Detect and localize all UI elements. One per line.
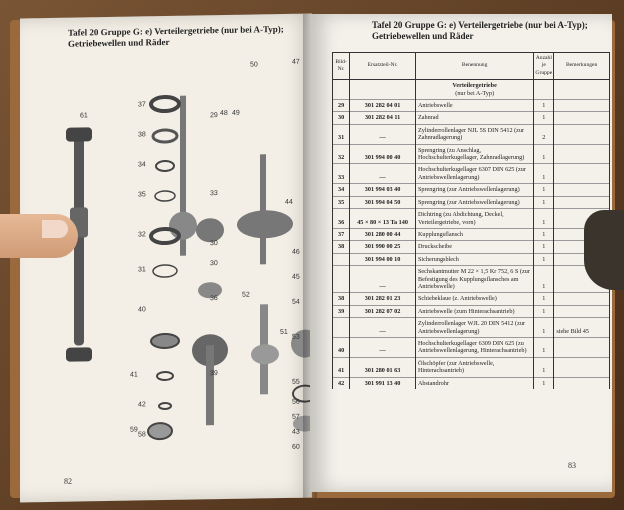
left-heading-line1: Tafel 20 Gruppe G: e) Verteilergetriebe (nur bei A-Typ); (68, 23, 284, 38)
callout-label: 49 (232, 109, 240, 117)
section-title-row (333, 80, 610, 100)
row-bild-nr: 34 (333, 184, 350, 196)
row-anzahl: 1 (534, 377, 554, 389)
row-anzahl: 1 (534, 209, 554, 229)
row-bemerkung (554, 144, 610, 164)
row-bemerkung (554, 196, 610, 208)
table-row (333, 100, 610, 112)
callout-label: 52 (242, 291, 250, 299)
callout-label: 40 (138, 306, 146, 314)
row-bild-nr: 30 (333, 112, 350, 124)
table-row (333, 318, 610, 338)
row-ersatzteil: 301 282 04 01 (350, 100, 416, 112)
row-bemerkung: siehe Bild 45 (554, 318, 610, 338)
table-row (333, 209, 610, 229)
row-bild-nr: 38 (333, 293, 350, 305)
callout-label: 53 (292, 333, 300, 341)
callout-label: 55 (292, 378, 300, 386)
left-page-number: 82 (64, 476, 72, 486)
section-title: Verteilergetriebe (452, 82, 497, 90)
row-benennung: Druckscheibe (415, 241, 533, 253)
row-bemerkung (554, 112, 610, 124)
row-benennung: Schiebeklaue (z. Antriebswelle) (415, 293, 533, 305)
row-bild-nr: 37 (333, 228, 350, 240)
table-row (333, 164, 610, 184)
callout-label: 50 (250, 61, 258, 69)
callout-label: 61 (80, 112, 88, 120)
table-row (333, 377, 610, 389)
col-benennung: Benennung (415, 53, 533, 80)
col-ersatzteil: Ersatzteil-Nr. (350, 53, 416, 80)
callout-label: 33 (210, 190, 218, 198)
row-anzahl: 1 (534, 253, 554, 265)
table-row (333, 112, 610, 124)
callout-label: 39 (210, 370, 218, 378)
left-heading-line2: Getriebewellen und Räder (68, 36, 170, 49)
row-bemerkung (554, 377, 610, 389)
callout-labels (80, 59, 300, 455)
row-benennung: Abstandrohr (415, 377, 533, 389)
row-anzahl: 1 (534, 112, 554, 124)
table-row (333, 228, 610, 240)
table-row (333, 357, 610, 377)
row-benennung: Ölschöpfer (zur Antriebswelle, Hinterachsantrieb) (415, 357, 533, 377)
row-bild-nr: 39 (333, 305, 350, 317)
row-bemerkung (554, 100, 610, 112)
row-bild-nr: 33 (333, 164, 350, 184)
hand-left-thumb (0, 214, 78, 258)
row-bemerkung (554, 164, 610, 184)
row-ersatzteil: 301 282 04 11 (350, 112, 416, 124)
table-row (333, 124, 610, 144)
callout-label: 36 (210, 295, 218, 303)
right-heading-line2: Getriebewellen und Räder (372, 31, 474, 41)
row-anzahl: 1 (534, 196, 554, 208)
row-bild-nr: 29 (333, 100, 350, 112)
row-ersatzteil: — (350, 266, 416, 293)
hand-right-thumb (584, 210, 624, 290)
callout-label: 29 (210, 112, 218, 120)
callout-label: 58 (138, 431, 146, 439)
callout-label: 32 (138, 231, 146, 239)
row-bemerkung (554, 357, 610, 377)
callout-label: 38 (138, 131, 146, 139)
row-bemerkung (554, 337, 610, 357)
row-benennung: Zylinderrollenlager NJL 5S DIN 5412 (zur Zahnradlagerung) (415, 124, 533, 144)
callout-label: 59 (130, 426, 138, 434)
row-benennung: Sicherungsblech (415, 253, 533, 265)
callout-label: 60 (292, 443, 300, 451)
row-benennung: Sprengring (zur Antriebswellenlagerung) (415, 184, 533, 196)
row-anzahl: 1 (534, 228, 554, 240)
row-anzahl: 1 (534, 337, 554, 357)
row-ersatzteil: — (350, 337, 416, 357)
callout-label: 30 (210, 240, 218, 248)
row-ersatzteil: 301 994 03 40 (350, 184, 416, 196)
callout-label: 56 (292, 398, 300, 406)
row-anzahl: 1 (534, 144, 554, 164)
row-ersatzteil: 301 282 07 02 (350, 305, 416, 317)
callout-label: 42 (138, 401, 146, 409)
row-bild-nr: 38 (333, 241, 350, 253)
table-row (333, 293, 610, 305)
table-header-row (333, 53, 610, 80)
row-anzahl: 1 (534, 100, 554, 112)
row-ersatzteil: 301 994 00 10 (350, 253, 416, 265)
section-subtitle: (nur bei A-Typ) (455, 89, 495, 97)
row-anzahl: 1 (534, 293, 554, 305)
row-bemerkung (554, 305, 610, 317)
left-page (20, 13, 312, 502)
right-page (310, 14, 612, 492)
row-ersatzteil: 45 × 80 × 13 Ta 140 (350, 209, 416, 229)
table-row (333, 144, 610, 164)
callout-label: 57 (292, 413, 300, 421)
table-row (333, 253, 610, 265)
row-ersatzteil: — (350, 164, 416, 184)
row-ersatzteil: 301 990 00 25 (350, 241, 416, 253)
exploded-parts-diagram (60, 53, 312, 457)
callout-label: 47 (292, 58, 300, 66)
row-bild-nr (333, 318, 350, 338)
callout-label: 30 (210, 260, 218, 268)
row-benennung: Kupplungsflansch (415, 228, 533, 240)
row-bild-nr: 40 (333, 337, 350, 357)
parts-table (332, 52, 610, 389)
callout-label: 43 (292, 428, 300, 436)
row-anzahl: 1 (534, 184, 554, 196)
col-anzahl: Anzahl je Gruppe (534, 53, 554, 80)
left-page-heading (68, 24, 298, 50)
callout-label: 41 (130, 371, 138, 379)
right-heading-line1: Tafel 20 Gruppe G: e) Verteilergetriebe (nur bei A-Typ); (372, 20, 588, 30)
col-bild-nr: Bild-Nr. (333, 53, 350, 80)
row-bild-nr: 31 (333, 124, 350, 144)
row-ersatzteil: — (350, 124, 416, 144)
callout-label: 54 (292, 298, 300, 306)
callout-label: 44 (285, 198, 293, 206)
callout-label: 31 (138, 266, 146, 274)
row-bild-nr: 36 (333, 209, 350, 229)
row-ersatzteil: — (350, 318, 416, 338)
table-row (333, 266, 610, 293)
row-bild-nr (333, 266, 350, 293)
callout-label: 37 (138, 101, 146, 109)
right-page-number: 83 (568, 461, 576, 470)
row-benennung: Sprengring (zur Antriebswellenlagerung) (415, 196, 533, 208)
row-anzahl: 1 (534, 241, 554, 253)
row-bild-nr: 35 (333, 196, 350, 208)
row-benennung: Sechskantmutter M 22 × 1,5 Kr 752, 6 S (zur Befestigung des Kupplungsflansches am Antriebswelle) (415, 266, 533, 293)
row-benennung: Hochschulterkugellager 6309 DIN 625 (zu Antriebswellenlagerung, Hinterachsantrieb) (415, 337, 533, 357)
row-bild-nr: 42 (333, 377, 350, 389)
callout-label: 35 (138, 191, 146, 199)
row-anzahl: 1 (534, 357, 554, 377)
row-bild-nr (333, 253, 350, 265)
row-anzahl: 1 (534, 318, 554, 338)
row-benennung: Sprengring (zu Anschlag, Hochschulterkugellager, Zahnradlagerung) (415, 144, 533, 164)
callout-label: 48 (220, 109, 228, 118)
row-benennung: Zylinderrollenlager WJL 20 DIN 5412 (zur Antriebswellenlagerung) (415, 318, 533, 338)
row-benennung: Hochschulterkugellager 6307 DIN 625 (zur Antriebswellenlagerung) (415, 164, 533, 184)
row-anzahl: 1 (534, 164, 554, 184)
callout-label: 34 (138, 161, 146, 169)
row-benennung: Antriebswelle (415, 100, 533, 112)
row-ersatzteil: 301 282 01 23 (350, 293, 416, 305)
row-benennung: Antriebswelle (zum Hinterachsantrieb) (415, 305, 533, 317)
row-anzahl: 1 (534, 305, 554, 317)
gear-parts (148, 94, 312, 439)
row-benennung: Dichtring (zu Abdichtung, Deckel, Verteilergetriebe, vorn) (415, 209, 533, 229)
table-row (333, 184, 610, 196)
row-ersatzteil: 301 280 00 44 (350, 228, 416, 240)
row-bild-nr: 41 (333, 357, 350, 377)
row-anzahl: 2 (534, 124, 554, 144)
col-bemerkungen: Bemerkungen (554, 53, 610, 80)
callout-label: 51 (280, 328, 288, 337)
callout-label: 46 (292, 248, 300, 256)
callout-label: 45 (292, 273, 300, 281)
table-row (333, 196, 610, 208)
row-bemerkung (554, 293, 610, 305)
table-row (333, 337, 610, 357)
table-row (333, 305, 610, 317)
row-ersatzteil: 301 991 13 40 (350, 377, 416, 389)
thumbnail (42, 220, 68, 238)
row-ersatzteil: 301 994 00 40 (350, 144, 416, 164)
row-anzahl: 1 (534, 266, 554, 293)
table-row (333, 241, 610, 253)
row-ersatzteil: 301 994 04 50 (350, 196, 416, 208)
right-page-heading (372, 20, 608, 42)
row-bild-nr: 32 (333, 144, 350, 164)
row-bemerkung (554, 124, 610, 144)
row-ersatzteil: 301 280 01 63 (350, 357, 416, 377)
row-benennung: Zahnrad (415, 112, 533, 124)
row-bemerkung (554, 184, 610, 196)
